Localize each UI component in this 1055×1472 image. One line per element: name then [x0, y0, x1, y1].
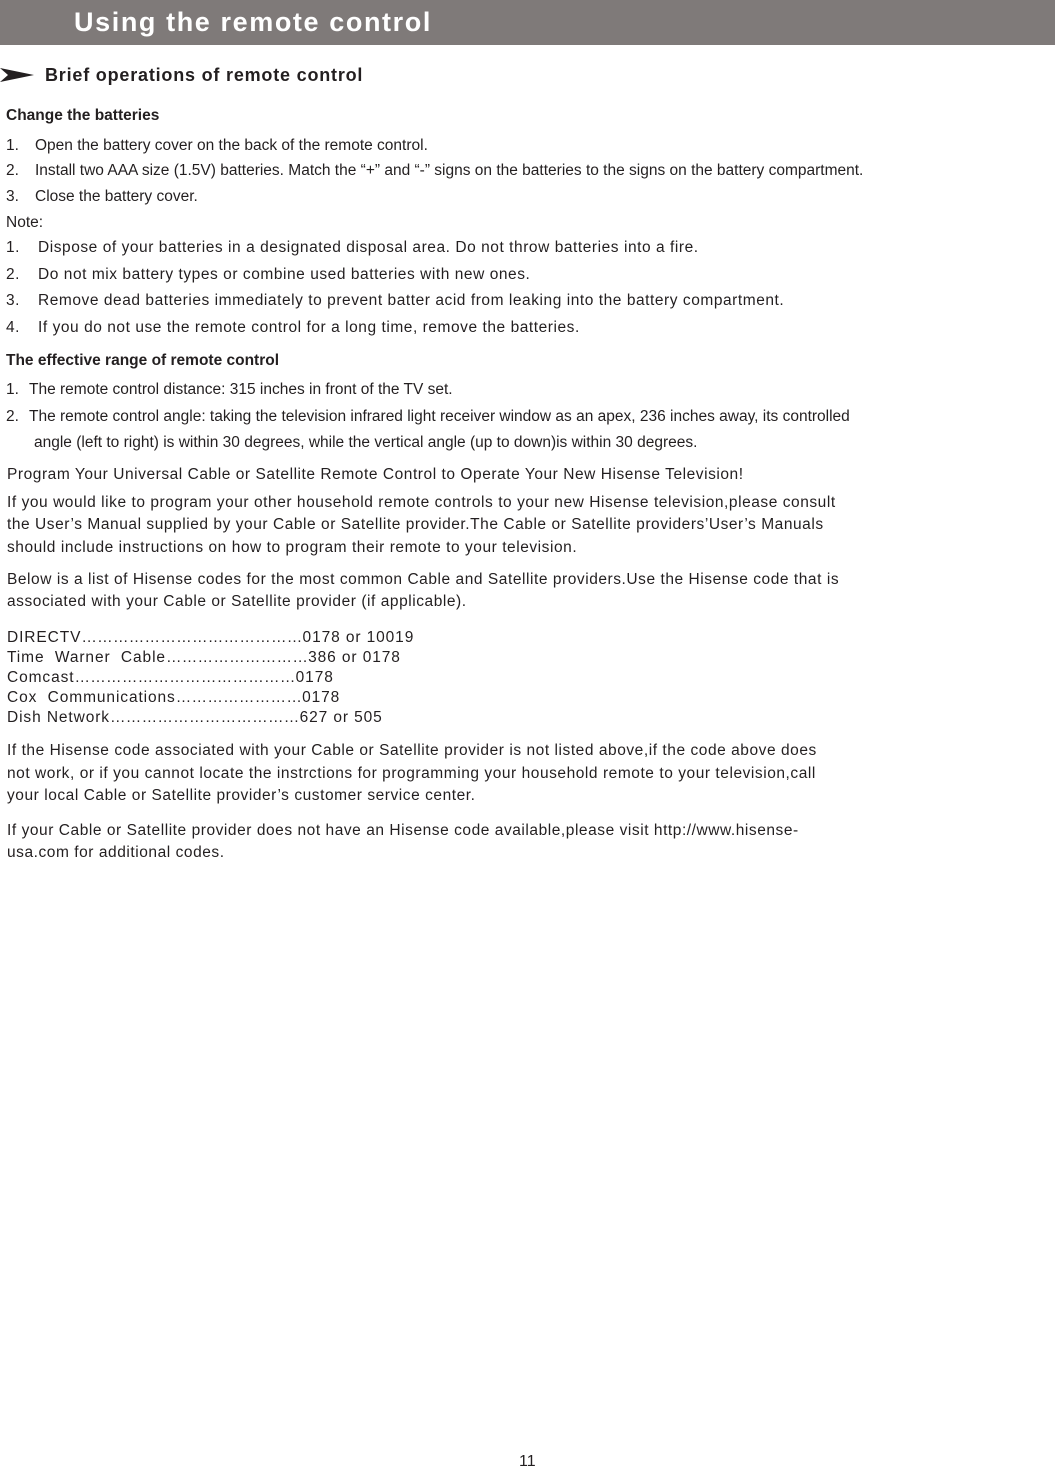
leader-dots: ……………………………………: [74, 669, 296, 686]
note-label: Note:: [6, 214, 44, 231]
range-number: 1.: [6, 381, 19, 398]
batteries-heading: Change the batteries: [6, 107, 160, 124]
program-paragraph-line: If you would like to program your other household remote controls to your new Hisense television,please consult: [7, 494, 836, 511]
website-paragraph-line: If your Cable or Satellite provider does not have an Hisense code available,please visit http://www.hisense-: [7, 822, 799, 839]
provider-name: Time Warner Cable: [7, 649, 166, 666]
fallback-paragraph-line: If the Hisense code associated with your Cable or Satellite provider is not listed above,if the code above does: [7, 742, 817, 759]
page-number: 11: [519, 1453, 536, 1470]
step-text: Close the battery cover.: [35, 188, 198, 205]
program-paragraph-line: should include instructions on how to program their remote to your television.: [7, 539, 578, 556]
range-item: [6, 379, 453, 401]
provider-name: Comcast: [7, 669, 75, 686]
website-paragraph-line: usa.com for additional codes.: [7, 844, 225, 861]
note-text: Remove dead batteries immediately to prevent batter acid from leaking into the battery compartment.: [38, 292, 785, 309]
provider-code-row: [7, 628, 414, 648]
step-number: 2.: [6, 162, 19, 179]
page-title: Using the remote control: [74, 7, 432, 37]
fallback-paragraph-line: not work, or if you cannot locate the instrctions for programming your household remote to your television,call: [7, 765, 816, 782]
battery-step: [6, 160, 863, 182]
note-number: 2.: [6, 266, 21, 283]
provider-code: 0178 or 10019: [302, 629, 415, 646]
program-paragraph-line: the User’s Manual supplied by your Cable or Satellite provider.The Cable or Satellite providers’User’s Manuals: [7, 516, 824, 533]
range-text: The remote control angle: taking the television infrared light receiver window as an apex, 236 inches away, its controlled: [29, 408, 850, 425]
leader-dots: ………………………………: [109, 709, 300, 726]
section-heading-text: Brief operations of remote control: [45, 65, 364, 85]
step-number: 1.: [6, 137, 19, 154]
provider-code: 0178: [295, 669, 334, 686]
provider-code: 627 or 505: [299, 709, 383, 726]
note-number: 1.: [6, 239, 21, 256]
range-item-continued: angle (left to right) is within 30 degrees, while the vertical angle (up to down)is within 30 degrees.: [34, 434, 698, 451]
range-number: 2.: [6, 408, 19, 425]
header-bar: [0, 0, 1055, 45]
note-text: Do not mix battery types or combine used batteries with new ones.: [38, 266, 531, 283]
section-heading: [0, 62, 363, 88]
battery-step: [6, 186, 198, 208]
fallback-paragraph-line: your local Cable or Satellite provider’s customer service center.: [7, 787, 476, 804]
note-item: [6, 317, 580, 339]
note-item: [6, 290, 784, 312]
provider-name: Dish Network: [7, 709, 110, 726]
step-text: Install two AAA size (1.5V) batteries. Match the “+” and “-” signs on the batteries to the signs on the battery compartment.: [35, 162, 864, 179]
program-title: Program Your Universal Cable or Satellite Remote Control to Operate Your New Hisense Television!: [7, 466, 744, 483]
provider-code-row: [7, 688, 340, 708]
range-heading: The effective range of remote control: [6, 352, 280, 369]
range-text: The remote control distance: 315 inches in front of the TV set.: [29, 381, 453, 398]
note-text: If you do not use the remote control for a long time, remove the batteries.: [38, 319, 580, 336]
range-item: [6, 406, 850, 428]
provider-code: 386 or 0178: [308, 649, 401, 666]
note-text: Dispose of your batteries in a designated disposal area. Do not throw batteries into a fire.: [38, 239, 699, 256]
provider-code-row: [7, 648, 401, 668]
provider-code-row: [7, 708, 383, 728]
provider-code-row: [7, 668, 334, 688]
codes-intro-line: associated with your Cable or Satellite provider (if applicable).: [7, 593, 467, 610]
arrow-pointer-icon: [0, 68, 34, 82]
codes-intro-line: Below is a list of Hisense codes for the most common Cable and Satellite providers.Use the Hisense code that is: [7, 571, 840, 588]
note-item: [6, 237, 699, 259]
battery-step: [6, 135, 428, 157]
step-number: 3.: [6, 188, 19, 205]
leader-dots: ……………………………………: [81, 629, 303, 646]
note-number: 3.: [6, 292, 21, 309]
provider-name: DIRECTV: [7, 629, 82, 646]
provider-code: 0178: [302, 689, 341, 706]
note-item: [6, 264, 530, 286]
leader-dots: ………………………: [165, 649, 309, 666]
provider-name: Cox Communications: [7, 689, 176, 706]
leader-dots: ……………………: [175, 689, 303, 706]
step-text: Open the battery cover on the back of the remote control.: [35, 137, 428, 154]
note-number: 4.: [6, 319, 21, 336]
